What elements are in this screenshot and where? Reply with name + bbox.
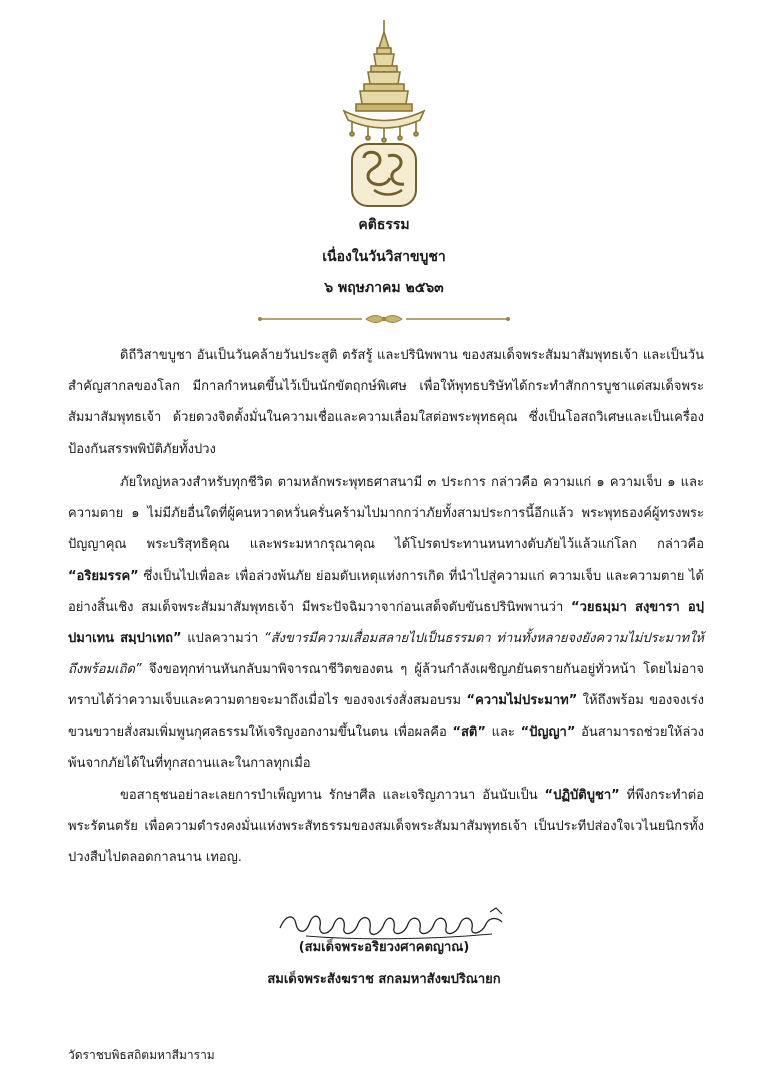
paragraph-dangers-text-2: ซึ่งเป็นไปเพื่อละ เพื่อล่วงพ้นภัย ย่อมดับเหตุแห่งการเกิด ที่นำไปสู่ความแก่ ความเจ็บ และความตาย ได้อย่างสิ้นเชิง สมเด็จพระสัมมาสัมพุทธเจ้า มีพระปัจฉิมวาจาก่อนเสด็จดับขันธปรินิพพานว่า: [68, 568, 704, 615]
paragraph-dangers-text-5: ให้ถึงพร้อม ของจงเร่งขวนขวายสั่งสมเพิ่มพูนกุศลธรรมให้เจริญงอกงามขึ้นในตน เพื่อผลคือ: [68, 693, 704, 740]
term-panna: “ปัญญา”: [520, 724, 576, 740]
paragraph-intro-text: ดิถีวิสาขบูชา อันเป็นวันคล้ายวันประสูติ ตรัสรู้ และปรินิพพาน ของสมเด็จพระสัมมาสัมพุทธเจ้า และเป็นวันสำคัญสากลของโลก มีกาลกำหนดขึ้นไว้เป็นนักขัตฤกษ์พิเศษ เพื่อให้พุทธบริษัทได้กระทำสักการบูชาแด่สมเด็จพระสัมมาสัมพุทธเจ้า ด้วยดวงจิตตั้งมั่นในความเชื่อและความเลื่อมใสต่อพระพุทธคุณ ซึ่งเป็นโอสถวิเศษและเป็นเครื่องป้องกันสรรพพิบัติภัยทั้งปวง: [68, 348, 704, 457]
paragraph-closing: [68, 780, 704, 874]
term-ariya-magga: “อริยมรรค”: [68, 568, 139, 584]
footer-place: วัดราชบพิธสถิตมหาสีมาราม: [68, 1048, 215, 1062]
paragraph-closing-text-1: ขอสาธุชนอย่าละเลยการบำเพ็ญทาน รักษาศีล และเจริญภาวนา อันนับเป็น: [120, 788, 545, 803]
signatory-name: (สมเด็จพระอริยวงศาคตญาณ): [298, 940, 470, 955]
ornamental-divider-icon: [254, 312, 514, 326]
paragraph-dangers-text-7: อันสามารถช่วยให้ล่วงพ้นจากภัยได้ในที่ทุกสถานและในกาลทุกเมื่อ: [68, 724, 704, 771]
letter-occasion: เนื่องในวันวิสาขบูชา: [322, 249, 446, 265]
signatory-title: สมเด็จพระสังฆราช สกลมหาสังฆปริณายก: [267, 972, 501, 987]
paragraph-dangers-text-1: ภัยใหญ่หลวงสำหรับทุกชีวิต ตามหลักพระพุทธศาสนามี ๓ ประการ กล่าวคือ ความแก่ ๑ ความเจ็บ ๑ และความตาย ๑ ไม่มีภัยอื่นใดที่ผู้คนหวาดหวั่นครั่นคร้ามไปมากกว่าภัยทั้งสามประการนี้อีกแล้ว พระพุทธองค์ผู้ทรงพระปัญญาคุณ พระบริสุทธิคุณ และพระมหากรุณาคุณ ได้โปรดประทานหนทางดับภัยไว้แล้วแก่โลก กล่าวคือ: [68, 475, 704, 553]
paragraph-dangers-text-3: แปลความว่า: [181, 631, 264, 647]
letter-title: คติธรรม: [358, 217, 410, 233]
letter-date: ๖ พฤษภาคม ๒๕๖๓: [324, 280, 444, 296]
paragraph-dangers-text-6: และ: [485, 724, 521, 740]
paragraph-closing-text-2: ที่พึงกระทำต่อพระรัตนตรัย เพื่อความดำรงคงมั่นแห่งพระสัทธรรมของสมเด็จพระสัมมาสัมพุทธเจ้า เป็นประทีปส่องใจเวไนยนิกรทั้งปวงสืบไปตลอดกาลนาน เทอญ.: [68, 788, 704, 866]
term-heedfulness: “ความไม่ประมาท”: [466, 693, 578, 709]
pali-translation: “สังขารมีความเสื่อมสลายไปเป็นธรรมดา ท่านทั้งหลายจงยังความไม่ประมาทให้ถึงพร้อมเถิด”: [68, 631, 704, 678]
paragraph-intro: [68, 340, 704, 465]
pali-quote: “วยธมฺมา สงฺขารา อปฺปมาเทน สมฺปาเทถ”: [68, 599, 704, 647]
term-patibatti-bucha: “ปฏิบัติบูชา”: [544, 788, 620, 803]
term-sati: “สติ”: [452, 724, 486, 740]
paragraph-dangers: [68, 467, 704, 779]
paragraph-dangers-text-4: จึงขอทุกท่านหันกลับมาพิจารณาชีวิตของตน ๆ ผู้ล้วนกำลังเผชิญภยันตรายกันอยู่ทั่วหน้า โดยไม่อาจทราบได้ว่าความเจ็บและความตายจะมาถึงเมื่อไร ของจงเร่งสั่งสมอบรม: [68, 662, 704, 709]
royal-crown-emblem-icon: [330, 18, 438, 210]
